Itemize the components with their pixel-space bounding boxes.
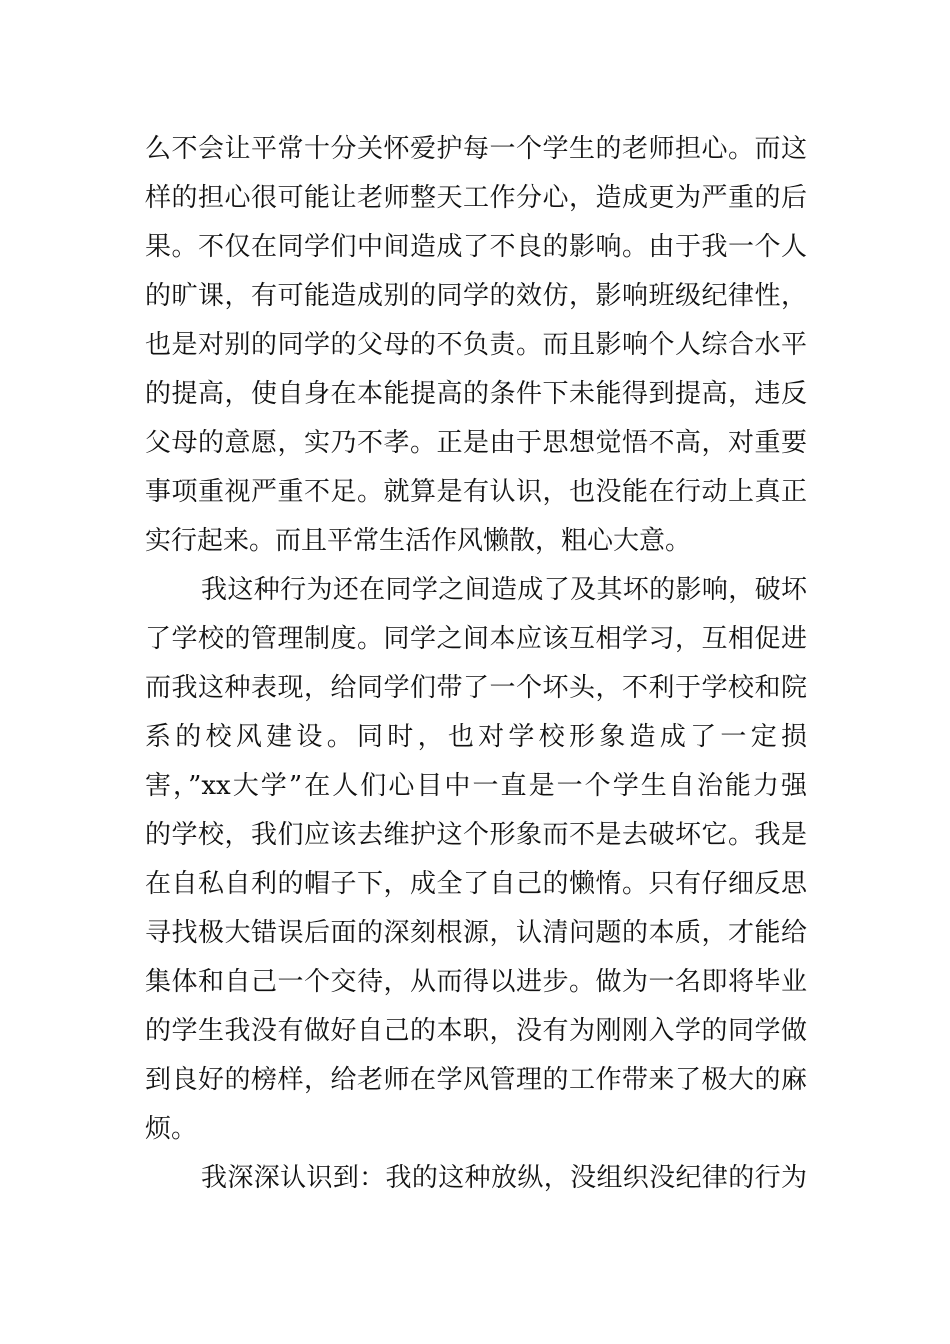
text-line: 也是对别的同学的父母的不负责。而且影响个人综合水平 bbox=[145, 330, 807, 360]
text-line: 的旷课，有可能造成别的同学的效仿，影响班级纪律性， bbox=[145, 281, 807, 311]
text-line: 果。不仅在同学们中间造成了不良的影响。由于我一个人 bbox=[145, 232, 807, 262]
text-line: 样的担心很可能让老师整天工作分心，造成更为严重的后 bbox=[145, 183, 807, 213]
text-line: 的学校，我们应该去维护这个形象而不是去破坏它。我是 bbox=[145, 820, 807, 850]
text-line: 集体和自己一个交待，从而得以进步。做为一名即将毕业 bbox=[145, 967, 807, 997]
text-line: 到良好的榜样，给老师在学风管理的工作带来了极大的麻 bbox=[145, 1065, 807, 1095]
text-line: 烦。 bbox=[145, 1114, 198, 1144]
document-body bbox=[145, 125, 807, 1203]
text-line: 我这种行为还在同学之间造成了及其坏的影响，破坏 bbox=[201, 575, 807, 605]
text-line: 父母的意愿，实乃不孝。正是由于思想觉悟不高，对重要 bbox=[145, 428, 807, 458]
text-line: 了学校的管理制度。同学之间本应该互相学习，互相促进 bbox=[145, 624, 807, 654]
text-line: 寻找极大错误后面的深刻根源，认清问题的本质，才能给 bbox=[145, 918, 807, 948]
text-line: 么不会让平常十分关怀爱护每一个学生的老师担心。而这 bbox=[145, 134, 807, 164]
text-line: 在自私自利的帽子下，成全了自己的懒惰。只有仔细反思 bbox=[145, 869, 807, 899]
text-line: 的学生我没有做好自己的本职，没有为刚刚入学的同学做 bbox=[145, 1016, 807, 1046]
text-line: 的提高，使自身在本能提高的条件下未能得到提高，违反 bbox=[145, 379, 807, 409]
text-line: 我深深认识到：我的这种放纵，没组织没纪律的行为 bbox=[201, 1163, 807, 1193]
text-line: 事项重视严重不足。就算是有认识，也没能在行动上真正 bbox=[145, 477, 807, 507]
text-line: 实行起来。而且平常生活作风懒散，粗心大意。 bbox=[145, 526, 692, 556]
text-line: 系的校风建设。同时，也对学校形象造成了一定损 bbox=[145, 722, 807, 752]
text-line: 害，”xx大学”在人们心目中一直是一个学生自治能力强 bbox=[145, 771, 807, 801]
text-line: 而我这种表现，给同学们带了一个坏头，不利于学校和院 bbox=[145, 673, 807, 703]
